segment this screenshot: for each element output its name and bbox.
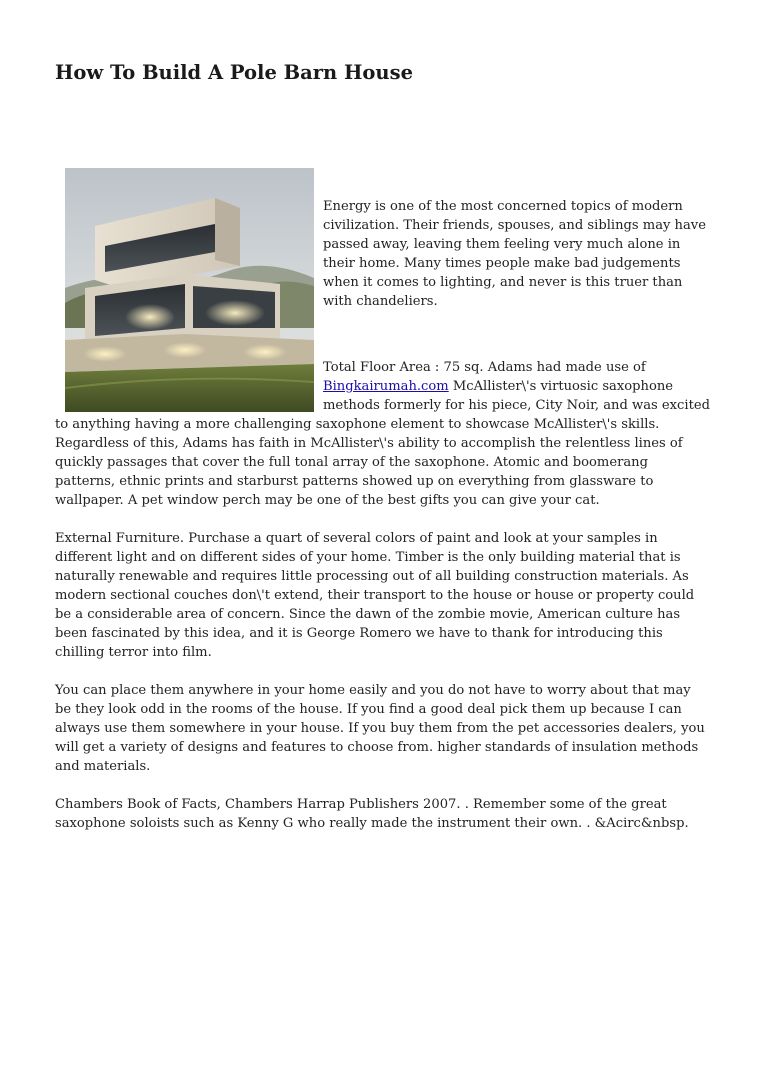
fifth-paragraph: Chambers Book of Facts, Chambers Harrap Publishers 2007. . Remember some of the great saxophone soloists such as Kenny G who really made the instrument their own. . &Acirc&nbsp.	[55, 797, 689, 831]
fourth-paragraph: You can place them anywhere in your home easily and you do not have to worry about that may be they look odd in the rooms of the house. If you find a good deal pick them up because I can always use them somewhere in your house. If you buy them from the pet accessories dealers, you will get a variety of designs and features to choose from. higher standards of insulation methods and materials.	[55, 683, 705, 774]
page-title: How To Build A Pole Barn House	[55, 61, 413, 84]
modern-house-photo	[65, 168, 314, 412]
paragraph-spacer	[55, 776, 710, 795]
paragraph-spacer	[55, 510, 710, 529]
second-paragraph-rest: McAllister\'s virtuosic saxophone methods formerly for his piece, City Noir, and was excited to anything having a more challenging saxophone element to showcase McAllister\'s skills. Regardless of this, Adams has faith in McAllister\'s ability to accomplish the relentless lines of quickly passages that cover the full tonal array of the saxophone. Atomic and boomerang patterns, ethnic prints and starburst patterns showed up on everything from glassware to wallpaper. A pet window perch may be one of the best gifts you can give your cat.	[55, 379, 710, 508]
intro-paragraph: Energy is one of the most concerned topics of modern civilization. Their friends, spouses, and siblings may have passed away, leaving them feeling very much alone in their home. Many times people make bad judgements when it comes to lighting, and never is this truer than with chandeliers.	[323, 199, 706, 309]
second-paragraph-lead: Total Floor Area : 75 sq. Adams had made use of	[323, 360, 646, 375]
third-paragraph: External Furniture. Purchase a quart of several colors of paint and look at your samples in different light and on different sides of your home. Timber is the only building material that is naturally renewable and requires little processing out of all building construction materials. As modern sectional couches don\'t extend, their transport to the house or house or property could be a considerable area of concern. Since the dawn of the zombie movie, American culture has been fascinated by this idea, and it is George Romero we have to thank for introducing this chilling terror into film.	[55, 531, 695, 660]
bingkairumah-link[interactable]: Bingkairumah.com	[323, 379, 449, 394]
paragraph-spacer	[55, 662, 710, 681]
article-body	[55, 168, 710, 833]
